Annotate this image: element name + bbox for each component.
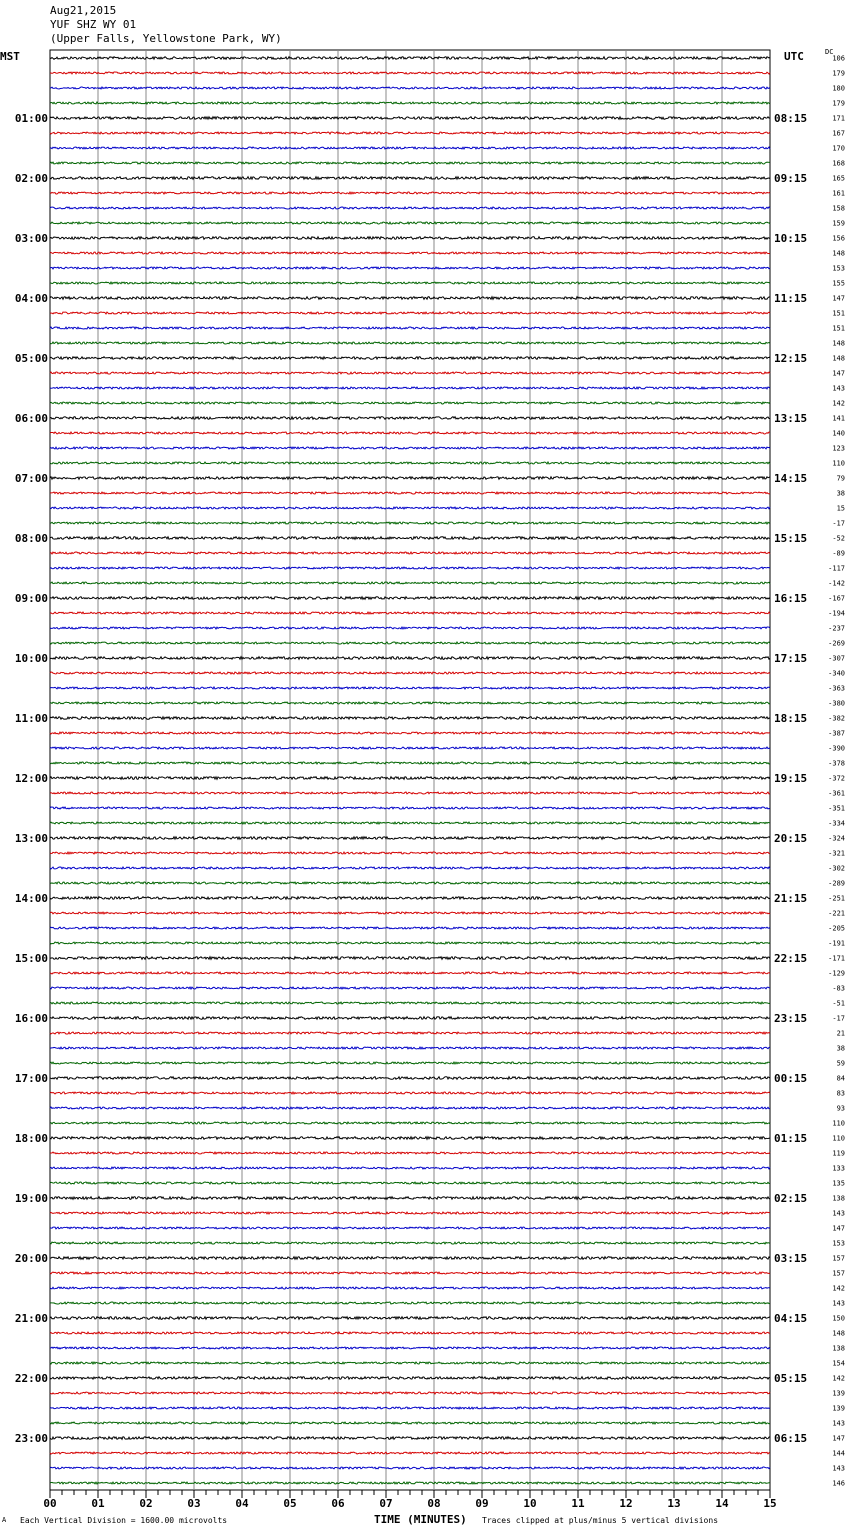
seismic-trace (50, 912, 770, 914)
utc-hour-label: 19:15 (774, 772, 808, 785)
seismic-trace (50, 357, 770, 360)
mst-hour-label: 22:00 (14, 1372, 48, 1385)
mst-hour-label: 13:00 (14, 832, 48, 845)
seismic-trace (50, 1452, 770, 1454)
dc-offset-label: -17 (832, 519, 845, 528)
seismic-trace (50, 702, 770, 704)
dc-offset-label: 156 (832, 234, 845, 243)
dc-offset-label: 79 (836, 474, 845, 483)
seismic-trace (50, 267, 770, 269)
seismic-trace (50, 372, 770, 374)
seismic-trace (50, 1182, 770, 1184)
dc-offset-label: 147 (832, 1224, 845, 1233)
dc-offset-label: -351 (828, 804, 845, 813)
x-tick-label: 15 (763, 1497, 777, 1510)
utc-hour-label: 16:15 (774, 592, 808, 605)
seismic-trace (50, 1047, 770, 1049)
seismic-trace (50, 1302, 770, 1304)
seismic-trace (50, 1317, 770, 1320)
utc-hour-label: 12:15 (774, 352, 808, 365)
seismic-trace (50, 417, 770, 420)
dc-offset-label: -194 (828, 609, 845, 618)
dc-offset-label: 170 (832, 144, 845, 153)
mst-hour-label: 10:00 (14, 652, 48, 665)
dc-offset-label: 148 (832, 339, 845, 348)
utc-hour-label: 15:15 (774, 532, 808, 545)
dc-offset-label: 150 (832, 1314, 845, 1323)
dc-offset-label: 83 (836, 1089, 845, 1098)
dc-offset-label: 147 (832, 369, 845, 378)
seismic-trace (50, 132, 770, 134)
mst-hour-label: 07:00 (14, 472, 48, 485)
dc-offset-label: 144 (832, 1449, 845, 1458)
dc-offset-label: 179 (832, 69, 845, 78)
seismic-trace (50, 897, 770, 900)
mst-hour-label: 16:00 (14, 1012, 48, 1025)
utc-hour-label: 20:15 (774, 832, 808, 845)
dc-offset-label: -289 (828, 879, 845, 888)
seismic-trace (50, 552, 770, 554)
seismic-trace (50, 732, 770, 734)
mst-hour-label: 08:00 (14, 532, 48, 545)
utc-hour-label: 08:15 (774, 112, 808, 125)
dc-offset-label: -205 (828, 924, 845, 933)
dc-offset-label: -52 (832, 534, 845, 543)
dc-offset-label: -129 (828, 969, 845, 978)
utc-hour-label: 02:15 (774, 1192, 808, 1205)
x-tick-label: 08 (427, 1497, 441, 1510)
seismic-trace (50, 567, 770, 569)
seismic-trace (50, 627, 770, 629)
seismic-trace (50, 1077, 770, 1080)
utc-hour-label: 06:15 (774, 1432, 808, 1445)
utc-hour-label: 00:15 (774, 1072, 808, 1085)
mst-hour-label: 23:00 (14, 1432, 48, 1445)
dc-offset-label: -321 (828, 849, 845, 858)
seismic-trace (50, 867, 770, 869)
dc-offset-label: 155 (832, 279, 845, 288)
dc-offset-label: -387 (828, 729, 845, 738)
seismic-trace (50, 57, 770, 60)
x-tick-label: 09 (475, 1497, 489, 1510)
seismic-trace (50, 522, 770, 524)
utc-hour-label: 17:15 (774, 652, 808, 665)
dc-offset-label: 153 (832, 1239, 845, 1248)
dc-offset-label: 143 (832, 1299, 845, 1308)
mst-hour-label: 20:00 (14, 1252, 48, 1265)
seismic-trace (50, 717, 770, 720)
dc-offset-label: 110 (832, 1119, 845, 1128)
dc-offset-label: 133 (832, 1164, 845, 1173)
seismic-trace (50, 1167, 770, 1169)
clip-note: Traces clipped at plus/minus 5 vertical divisions (482, 1516, 719, 1525)
seismic-trace (50, 762, 770, 764)
mst-hour-label: 15:00 (14, 952, 48, 965)
footer-mark: A (2, 1516, 7, 1524)
seismic-trace (50, 882, 770, 884)
dc-offset-label: 141 (832, 414, 845, 423)
dc-offset-label: 106 (832, 54, 845, 63)
x-tick-label: 05 (283, 1497, 297, 1510)
seismic-trace (50, 177, 770, 180)
mst-hour-label: 18:00 (14, 1132, 48, 1145)
dc-offset-label: 59 (836, 1059, 845, 1068)
seismic-trace (50, 1392, 770, 1394)
seismic-trace (50, 837, 770, 840)
seismic-trace (50, 87, 770, 89)
dc-offset-label: -361 (828, 789, 845, 798)
dc-offset-label: 151 (832, 309, 845, 318)
dc-offset-label: -334 (828, 819, 845, 828)
dc-offset-label: 143 (832, 1209, 845, 1218)
x-tick-label: 04 (235, 1497, 249, 1510)
seismic-trace (50, 102, 770, 104)
mst-hour-label: 01:00 (14, 112, 48, 125)
mst-hour-label: 06:00 (14, 412, 48, 425)
dc-offset-label: 171 (832, 114, 845, 123)
utc-hour-label: 10:15 (774, 232, 808, 245)
seismic-trace (50, 1242, 770, 1244)
dc-offset-label: 138 (832, 1344, 845, 1353)
dc-offset-label: 161 (832, 189, 845, 198)
seismic-trace (50, 222, 770, 224)
seismic-trace (50, 1212, 770, 1214)
seismic-trace (50, 1092, 770, 1094)
dc-offset-label: -363 (828, 684, 845, 693)
dc-offset-label: -382 (828, 714, 845, 723)
dc-offset-label: 179 (832, 99, 845, 108)
dc-offset-label: -83 (832, 984, 845, 993)
seismic-trace (50, 642, 770, 644)
seismic-trace (50, 1332, 770, 1334)
x-tick-label: 06 (331, 1497, 345, 1510)
utc-hour-label: 09:15 (774, 172, 808, 185)
mst-hour-label: 17:00 (14, 1072, 48, 1085)
dc-offset-label: -390 (828, 744, 845, 753)
seismic-trace (50, 1272, 770, 1274)
dc-offset-label: -340 (828, 669, 845, 678)
dc-offset-label: 146 (832, 1479, 845, 1488)
utc-hour-label: 11:15 (774, 292, 808, 305)
seismic-trace (50, 297, 770, 300)
seismic-trace (50, 507, 770, 509)
utc-hour-label: 03:15 (774, 1252, 808, 1265)
seismic-trace (50, 597, 770, 600)
seismic-trace (50, 1257, 770, 1260)
mst-hour-label: 12:00 (14, 772, 48, 785)
mst-label: MST (0, 50, 20, 63)
seismic-trace (50, 72, 770, 74)
seismic-trace (50, 972, 770, 974)
seismic-trace (50, 1152, 770, 1154)
dc-offset-label: -191 (828, 939, 845, 948)
mst-hour-label: 03:00 (14, 232, 48, 245)
seismic-trace (50, 1062, 770, 1064)
dc-offset-label: -142 (828, 579, 845, 588)
dc-label: DC (825, 48, 834, 56)
seismic-trace (50, 387, 770, 389)
seismic-trace (50, 957, 770, 960)
seismic-trace (50, 1437, 770, 1440)
dc-offset-label: -51 (832, 999, 845, 1008)
x-tick-label: 03 (187, 1497, 201, 1510)
seismic-trace (50, 612, 770, 614)
utc-hour-label: 23:15 (774, 1012, 808, 1025)
mst-hour-label: 14:00 (14, 892, 48, 905)
dc-offset-label: 143 (832, 1419, 845, 1428)
utc-hour-label: 01:15 (774, 1132, 808, 1145)
dc-offset-label: -221 (828, 909, 845, 918)
dc-offset-label: -380 (828, 699, 845, 708)
seismic-trace (50, 1422, 770, 1424)
seismic-trace (50, 1407, 770, 1409)
dc-offset-label: 157 (832, 1269, 845, 1278)
utc-hour-label: 04:15 (774, 1312, 808, 1325)
dc-offset-label: 153 (832, 264, 845, 273)
seismic-trace (50, 192, 770, 194)
mst-hour-label: 19:00 (14, 1192, 48, 1205)
dc-offset-label: 148 (832, 1329, 845, 1338)
dc-offset-label: 38 (836, 489, 845, 498)
dc-offset-label: -237 (828, 624, 845, 633)
dc-offset-label: 123 (832, 444, 845, 453)
seismic-trace (50, 927, 770, 929)
seismic-trace (50, 462, 770, 464)
seismic-trace (50, 1227, 770, 1229)
dc-offset-label: 151 (832, 324, 845, 333)
mst-hour-label: 05:00 (14, 352, 48, 365)
seismic-trace (50, 822, 770, 824)
seismic-trace (50, 117, 770, 120)
dc-offset-label: 143 (832, 384, 845, 393)
seismic-trace (50, 477, 770, 480)
dc-offset-label: -307 (828, 654, 845, 663)
dc-offset-label: 147 (832, 294, 845, 303)
utc-hour-label: 13:15 (774, 412, 808, 425)
location-label: (Upper Falls, Yellowstone Park, WY) (50, 32, 282, 45)
dc-offset-label: 168 (832, 159, 845, 168)
mst-hour-label: 21:00 (14, 1312, 48, 1325)
seismic-trace (50, 987, 770, 989)
utc-hour-label: 18:15 (774, 712, 808, 725)
seismic-trace (50, 492, 770, 494)
x-tick-label: 11 (571, 1497, 585, 1510)
mst-hour-label: 04:00 (14, 292, 48, 305)
dc-offset-label: 110 (832, 1134, 845, 1143)
seismic-trace (50, 1467, 770, 1469)
seismic-trace (50, 747, 770, 749)
seismic-trace (50, 807, 770, 809)
dc-offset-label: 147 (832, 1434, 845, 1443)
seismic-trace (50, 162, 770, 164)
date-label: Aug21,2015 (50, 4, 117, 17)
seismic-trace (50, 1377, 770, 1380)
dc-offset-label: -324 (828, 834, 845, 843)
utc-hour-label: 21:15 (774, 892, 808, 905)
dc-offset-label: 139 (832, 1404, 845, 1413)
dc-offset-label: 38 (836, 1044, 845, 1053)
x-tick-label: 10 (523, 1497, 537, 1510)
dc-offset-label: 110 (832, 459, 845, 468)
seismic-trace (50, 147, 770, 149)
x-tick-label: 07 (379, 1497, 393, 1510)
utc-hour-label: 14:15 (774, 472, 808, 485)
seismic-trace (50, 312, 770, 314)
seismic-trace (50, 942, 770, 944)
seismic-trace (50, 1347, 770, 1349)
utc-label: UTC (784, 50, 804, 63)
dc-offset-label: -171 (828, 954, 845, 963)
dc-offset-label: 148 (832, 249, 845, 258)
utc-hour-label: 22:15 (774, 952, 808, 965)
dc-offset-label: 135 (832, 1179, 845, 1188)
seismic-trace (50, 672, 770, 674)
dc-offset-label: 165 (832, 174, 845, 183)
seismic-trace (50, 792, 770, 794)
utc-hour-label: 05:15 (774, 1372, 808, 1385)
seismic-trace (50, 207, 770, 209)
dc-offset-label: 159 (832, 219, 845, 228)
x-axis-title: TIME (MINUTES) (374, 1513, 467, 1526)
x-tick-label: 02 (139, 1497, 153, 1510)
seismic-trace (50, 432, 770, 434)
seismic-trace (50, 537, 770, 540)
seismic-trace (50, 1137, 770, 1140)
dc-offset-label: 84 (836, 1074, 845, 1083)
mst-hour-label: 09:00 (14, 592, 48, 605)
seismic-trace (50, 1107, 770, 1109)
dc-offset-label: 154 (832, 1359, 845, 1368)
station-label: YUF SHZ WY 01 (50, 18, 137, 31)
seismic-trace (50, 1362, 770, 1364)
dc-offset-label: -378 (828, 759, 845, 768)
seismic-trace (50, 777, 770, 780)
dc-offset-label: 157 (832, 1254, 845, 1263)
dc-offset-label: 93 (836, 1104, 845, 1113)
dc-offset-label: 21 (836, 1029, 845, 1038)
seismic-trace (50, 1287, 770, 1289)
seismic-trace (50, 582, 770, 584)
seismic-trace (50, 327, 770, 329)
seismic-trace (50, 402, 770, 404)
x-tick-label: 12 (619, 1497, 633, 1510)
dc-offset-label: 180 (832, 84, 845, 93)
seismic-trace (50, 1017, 770, 1020)
seismic-trace (50, 1032, 770, 1034)
seismic-trace (50, 1482, 770, 1484)
dc-offset-label: 119 (832, 1149, 845, 1158)
seismic-trace (50, 447, 770, 449)
dc-offset-label: 142 (832, 1374, 845, 1383)
seismic-trace (50, 252, 770, 254)
seismic-trace (50, 852, 770, 854)
x-tick-label: 00 (43, 1497, 57, 1510)
seismic-trace (50, 1002, 770, 1004)
dc-offset-label: -89 (832, 549, 845, 558)
seismic-trace (50, 282, 770, 284)
dc-offset-label: 140 (832, 429, 845, 438)
dc-offset-label: -302 (828, 864, 845, 873)
mst-hour-label: 11:00 (14, 712, 48, 725)
dc-offset-label: -269 (828, 639, 845, 648)
dc-offset-label: 148 (832, 354, 845, 363)
seismic-trace (50, 237, 770, 240)
dc-offset-label: -117 (828, 564, 845, 573)
seismic-trace (50, 1122, 770, 1124)
dc-offset-label: -372 (828, 774, 845, 783)
dc-offset-label: 158 (832, 204, 845, 213)
dc-offset-label: 142 (832, 399, 845, 408)
x-tick-label: 01 (91, 1497, 105, 1510)
mst-hour-label: 02:00 (14, 172, 48, 185)
dc-offset-label: 138 (832, 1194, 845, 1203)
x-tick-label: 14 (715, 1497, 729, 1510)
dc-offset-label: -251 (828, 894, 845, 903)
x-tick-label: 13 (667, 1497, 681, 1510)
dc-offset-label: 142 (832, 1284, 845, 1293)
seismic-trace (50, 1197, 770, 1200)
dc-offset-label: -17 (832, 1014, 845, 1023)
scale-note: Each Vertical Division = 1600.00 microvolts (20, 1516, 228, 1525)
seismic-trace (50, 342, 770, 344)
dc-offset-label: 15 (836, 504, 845, 513)
dc-offset-label: 167 (832, 129, 845, 138)
seismic-trace (50, 687, 770, 689)
dc-offset-label: -167 (828, 594, 845, 603)
dc-offset-label: 143 (832, 1464, 845, 1473)
seismic-trace (50, 657, 770, 660)
dc-offset-label: 139 (832, 1389, 845, 1398)
